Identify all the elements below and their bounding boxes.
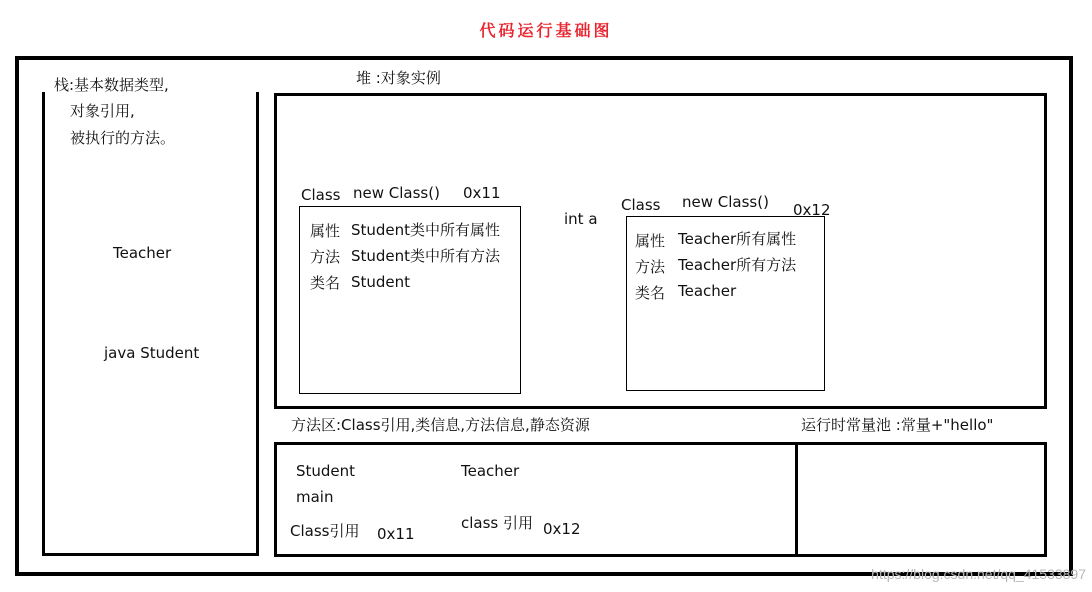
- method-area-student-addr: 0x11: [377, 525, 415, 543]
- diagram-title: 代码运行基础图: [479, 21, 613, 40]
- stack-label-line-3: 被执行的方法。: [70, 129, 176, 147]
- heap-label: 堆 :对象实例: [356, 69, 441, 87]
- student-row-method-value: Student类中所有方法: [351, 247, 501, 265]
- student-row-attr-value: Student类中所有属性: [351, 221, 501, 239]
- student-obj-address: 0x11: [463, 184, 501, 202]
- student-row-name-value: Student: [351, 273, 411, 291]
- stack-item-java-student: java Student: [104, 344, 200, 362]
- teacher-obj-class-label: Class: [621, 196, 661, 214]
- stack-label-line-1: 栈:基本数据类型,: [54, 76, 169, 94]
- constant-pool-label: 运行时常量池 :常量+"hello": [801, 416, 994, 434]
- teacher-row-method-value: Teacher所有方法: [678, 256, 797, 274]
- teacher-row-attr-key: 属性: [635, 232, 666, 250]
- method-area-student: Student: [296, 462, 356, 480]
- teacher-row-attr-value: Teacher所有属性: [678, 230, 797, 248]
- stack-bottom-border: [42, 553, 259, 556]
- student-row-method-key: 方法: [310, 248, 341, 266]
- student-row-name-key: 类名: [310, 274, 341, 292]
- method-area-student-ref: Class引用: [290, 522, 360, 540]
- method-area-teacher-ref: class 引用: [461, 514, 534, 532]
- method-area-teacher-addr: 0x12: [543, 520, 581, 538]
- method-area-teacher: Teacher: [461, 462, 520, 480]
- teacher-row-name-value: Teacher: [678, 282, 737, 300]
- teacher-row-method-key: 方法: [635, 258, 666, 276]
- method-area-label: 方法区:Class引用,类信息,方法信息,静态资源: [291, 416, 590, 434]
- student-obj-class-label: Class: [301, 186, 341, 204]
- stack-right-border: [256, 92, 259, 556]
- stack-left-border: [42, 92, 45, 556]
- student-row-attr-key: 属性: [310, 222, 341, 240]
- stack-item-teacher: Teacher: [113, 244, 172, 262]
- constant-pool-box: [795, 442, 1047, 557]
- watermark: https://blog.csdn.net/qq_41533897: [871, 566, 1086, 582]
- stack-label-line-2: 对象引用,: [70, 102, 135, 120]
- method-area-main: main: [296, 488, 334, 506]
- teacher-obj-address: 0x12: [793, 201, 831, 219]
- teacher-row-name-key: 类名: [635, 284, 666, 302]
- heap-int-a: int a: [564, 210, 598, 228]
- student-obj-constructor: new Class(): [353, 184, 440, 202]
- teacher-obj-constructor: new Class(): [682, 193, 769, 211]
